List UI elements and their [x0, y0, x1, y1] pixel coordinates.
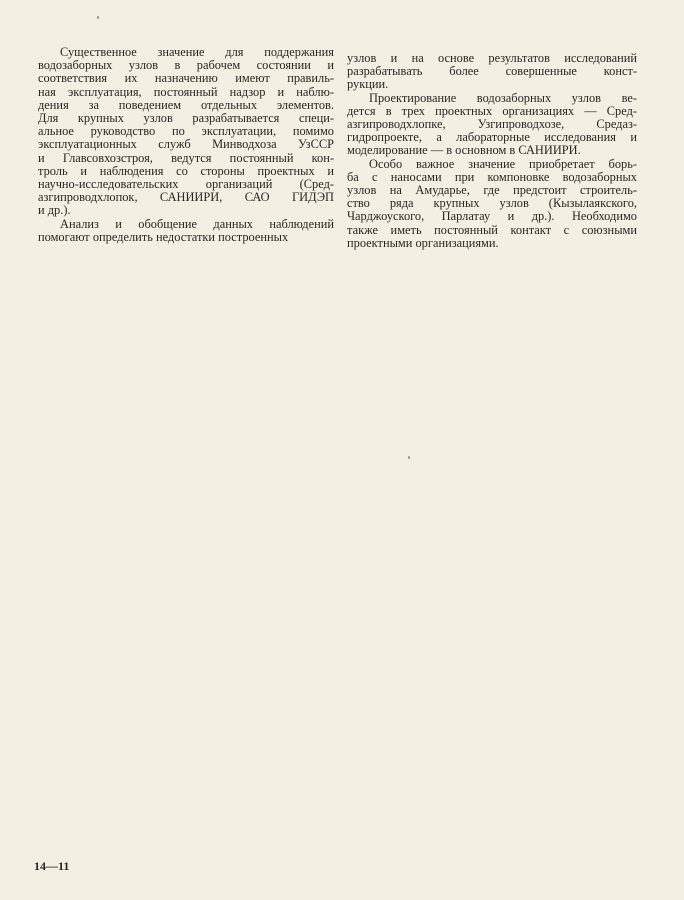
text-line: ство ряда крупных узлов (Кызылаякского, [347, 197, 637, 211]
printer-signature-mark: 14—11 [34, 859, 70, 873]
text-line: ба с наносами при компоновке водозаборных [347, 170, 637, 184]
text-line: эксплуатационных служб Минводхоза УзССР [38, 138, 334, 152]
left-text-column [38, 46, 334, 244]
text-line: Существенное значение для поддержания [60, 46, 334, 59]
right-text-column [347, 52, 637, 250]
text-line: соответствия их назначению имеют правиль- [38, 72, 334, 86]
text-line: ная эксплуатация, постоянный надзор и наблю- [38, 85, 334, 99]
text-line: узлов на Амударье, где предстоит строитель- [347, 184, 637, 198]
paragraph [347, 52, 637, 92]
text-line: Для крупных узлов разрабатывается специ- [38, 112, 334, 126]
text-line: Особо важное значение приобретает борь- [369, 157, 637, 171]
text-line: также иметь постоянный контакт с союзными [347, 223, 637, 237]
text-line: узлов и на основе результатов исследований [347, 52, 637, 65]
text-line: азгипроводхлопок, САНИИРИ, САО ГИДЭП [38, 191, 334, 205]
text-line: помогают определить недостатки построенных [38, 230, 289, 244]
text-line: альное руководство по эксплуатации, помимо [38, 125, 334, 139]
text-line: проектными организациями. [347, 236, 499, 250]
text-line: научно-исследовательских организаций (Сред- [38, 178, 334, 192]
text-line: водозаборных узлов в рабочем состоянии и [38, 59, 334, 73]
paragraph [347, 158, 637, 250]
paragraph [38, 218, 334, 244]
paragraph [38, 46, 334, 218]
text-line: Чарджоуского, Парлатау и др.). Необходимо [347, 210, 637, 224]
text-line: дется в трех проектных организациях — Сред- [347, 104, 637, 118]
print-speck [408, 456, 410, 459]
text-line: моделирование — в основном в САНИИРИ. [347, 144, 581, 158]
text-line: Анализ и обобщение данных наблюдений [60, 217, 334, 231]
text-line: рукции. [347, 78, 389, 92]
text-line: гидропроекте, а лабораторные исследования и [347, 131, 637, 145]
text-line: дения за поведением отдельных элементов. [38, 98, 334, 112]
text-line: троль и наблюдения со стороны проектных и [38, 164, 334, 178]
text-line: и др.). [38, 204, 71, 218]
text-line: азгипроводхлопке, Узгипроводхозе, Средаз- [347, 118, 637, 132]
text-line: и Главсовхозстроя, ведутся постоянный кон- [38, 151, 334, 165]
text-line: разрабатывать более совершенные конст- [347, 65, 637, 79]
paragraph [347, 92, 637, 158]
text-line: Проектирование водозаборных узлов ве- [369, 91, 637, 105]
print-speck [97, 16, 99, 19]
